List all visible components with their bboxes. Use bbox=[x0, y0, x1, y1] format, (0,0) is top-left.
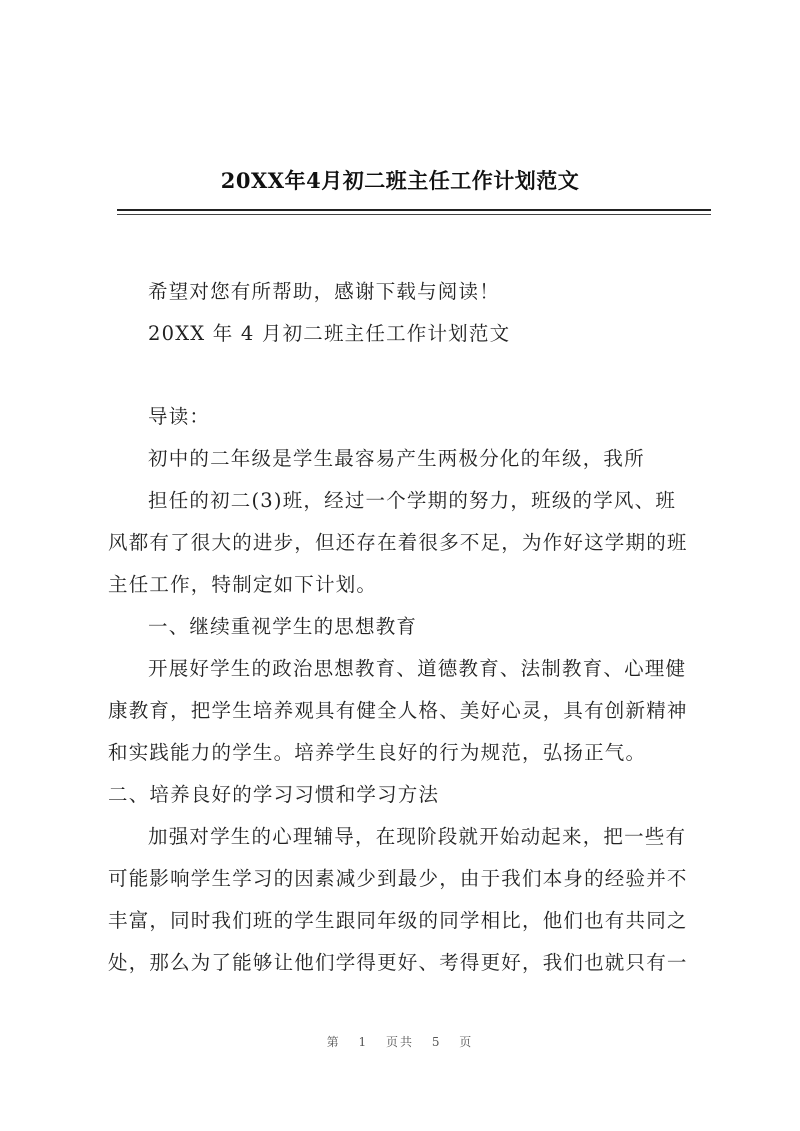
paragraph-line: 初中的二年级是学生最容易产生两极分化的年级，我所 bbox=[148, 447, 645, 470]
subtitle-line: 20XX 年 4 月初二班主任工作计划范文 bbox=[148, 322, 511, 345]
paragraph-line: 康教育，把学生培养观具有健全人格、美好心灵，具有创新精神 bbox=[108, 699, 688, 722]
section-heading-2: 二、培养良好的学习习惯和学习方法 bbox=[108, 783, 440, 806]
footer-total-pages: 5 bbox=[431, 1035, 442, 1049]
footer-suffix: 页 bbox=[459, 1035, 474, 1049]
paragraph-line: 开展好学生的政治思想教育、道德教育、法制教育、心理健 bbox=[148, 657, 687, 680]
title-divider bbox=[117, 209, 711, 211]
greeting-line: 希望对您有所帮助，感谢下载与阅读！ bbox=[148, 280, 500, 303]
footer-middle: 页共 bbox=[385, 1035, 414, 1049]
paragraph-line: 加强对学生的心理辅导，在现阶段就开始动起来，把一些有 bbox=[148, 825, 687, 848]
footer-page-number: 1 bbox=[358, 1035, 369, 1049]
footer-prefix: 第 bbox=[326, 1035, 341, 1049]
page-footer bbox=[0, 1033, 800, 1050]
paragraph-line: 丰富，同时我们班的学生跟同年级的同学相比，他们也有共同之 bbox=[108, 909, 688, 932]
paragraph-line: 担任的初二(3)班，经过一个学期的努力，班级的学风、班 bbox=[148, 489, 677, 512]
paragraph-line: 可能影响学生学习的因素减少到最少，由于我们本身的经验并不 bbox=[108, 867, 688, 890]
paragraph-line: 风都有了很大的进步，但还存在着很多不足，为作好这学期的班 bbox=[108, 531, 688, 554]
paragraph-line: 和实践能力的学生。培养学生良好的行为规范，弘扬正气。 bbox=[108, 741, 647, 764]
paragraph-line: 主任工作，特制定如下计划。 bbox=[108, 573, 378, 596]
title-divider-thin bbox=[117, 214, 711, 215]
paragraph-line: 处，那么为了能够让他们学得更好、考得更好，我们也就只有一 bbox=[108, 951, 688, 974]
document-title: 20XX年4月初二班主任工作计划范文 bbox=[220, 168, 580, 193]
intro-heading: 导读： bbox=[148, 405, 211, 428]
section-heading-1: 一、继续重视学生的思想教育 bbox=[148, 615, 418, 638]
